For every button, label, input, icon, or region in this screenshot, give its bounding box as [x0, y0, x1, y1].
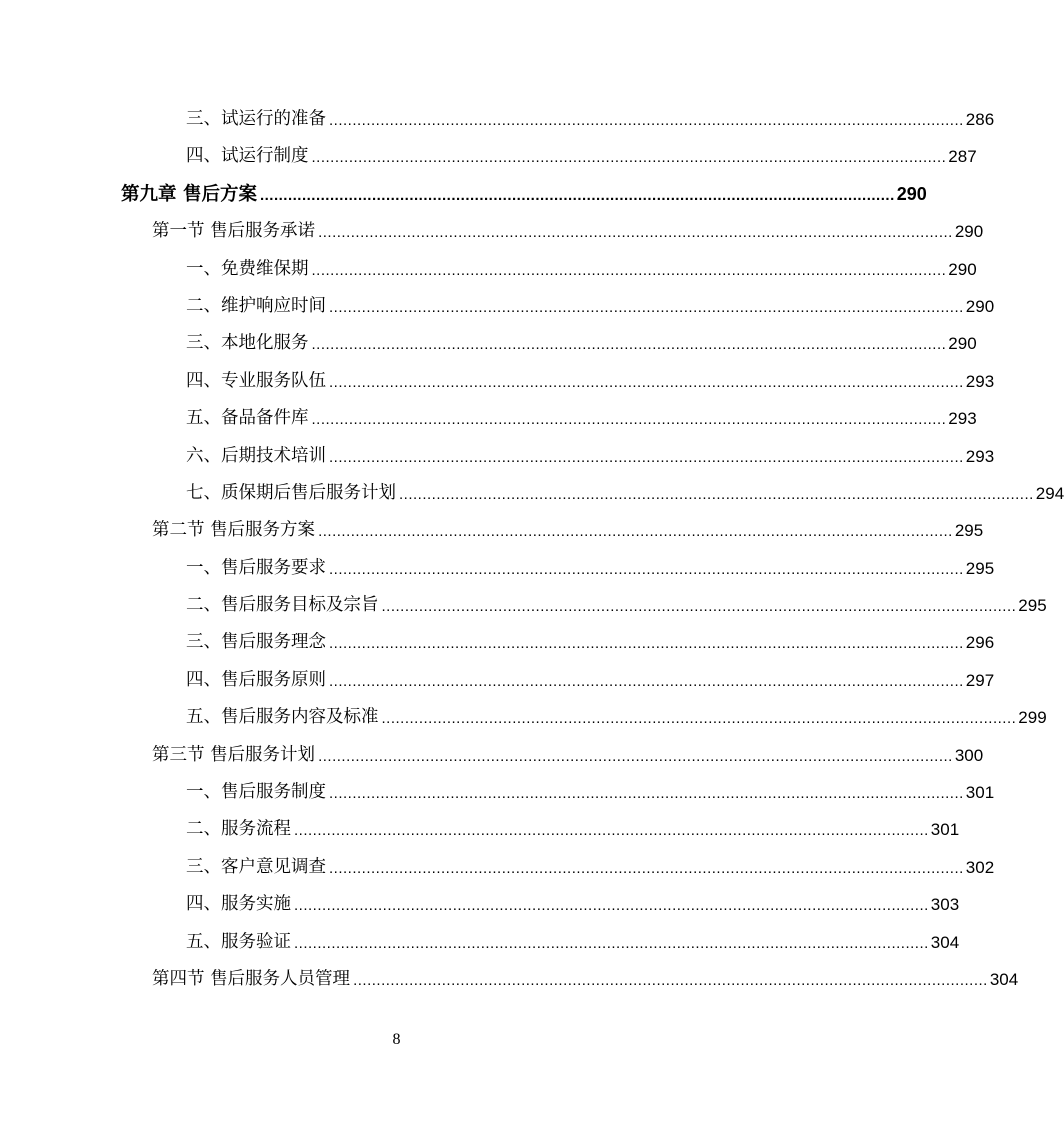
toc-entry[interactable] — [0, 475, 1064, 512]
toc-leader-dots: ........................................................................................................................................ — [329, 298, 964, 316]
toc-leader-dots: ........................................................................................................................................ — [329, 112, 964, 129]
toc-section-entry[interactable] — [0, 213, 984, 250]
toc-entry-page: 293 — [965, 371, 995, 391]
toc-entry-page: 296 — [965, 633, 995, 653]
toc-entry-page: 297 — [965, 670, 995, 690]
toc-entry-page: 286 — [965, 110, 995, 129]
toc-entry-label: 六、后期技术培训 — [186, 445, 326, 466]
toc-entry[interactable] — [0, 587, 1047, 624]
toc-entry-label: 第二节 售后服务方案 — [152, 520, 316, 541]
toc-entry-label: 五、备品备件库 — [186, 408, 309, 429]
toc-entry[interactable] — [0, 774, 995, 811]
toc-entry-label: 三、本地化服务 — [186, 333, 309, 354]
toc-entry-label: 第三节 售后服务计划 — [152, 744, 316, 765]
toc-entry-label: 一、售后服务制度 — [186, 782, 326, 803]
toc-entry-page: 290 — [965, 296, 995, 316]
toc-entry[interactable] — [0, 550, 995, 587]
toc-entry-label: 四、服务实施 — [186, 894, 291, 915]
toc-leader-dots: ........................................................................................................................................ — [294, 897, 929, 915]
toc-entry-page: 304 — [989, 969, 1019, 989]
toc-entry[interactable] — [0, 101, 995, 138]
toc-entry-page: 295 — [954, 521, 984, 541]
toc-leader-dots: ........................................................................................................................................ — [318, 224, 953, 242]
toc-leader-dots: ........................................................................................................................................ — [311, 261, 947, 279]
toc-entry-label: 第四节 售后服务人员管理 — [152, 968, 351, 989]
toc-entry-page: 287 — [948, 147, 977, 167]
toc-chapter-entry[interactable] — [0, 176, 927, 213]
toc-entry[interactable] — [0, 624, 995, 661]
toc-entry-page: 290 — [896, 183, 927, 204]
toc-entry-label: 五、服务验证 — [186, 931, 291, 952]
toc-entry[interactable] — [0, 325, 977, 362]
toc-entry-label: 二、售后服务目标及宗旨 — [186, 595, 379, 616]
toc-entry-label: 二、维护响应时间 — [186, 295, 326, 316]
toc-leader-dots: ........................................................................................................................................ — [329, 373, 964, 391]
toc-entry[interactable] — [0, 924, 960, 961]
toc-entry-label: 第一节 售后服务承诺 — [152, 221, 316, 242]
toc-entry[interactable] — [0, 438, 995, 475]
toc-leader-dots: ........................................................................................................................................ — [353, 971, 988, 989]
toc-leader-dots: ........................................................................................................................................ — [329, 635, 964, 653]
page-number: 8 — [392, 1031, 401, 1048]
toc-entry-page: 293 — [948, 409, 977, 429]
toc-leader-dots: ........................................................................................................................................ — [399, 485, 1034, 503]
toc-section-entry[interactable] — [0, 737, 984, 774]
toc-leader-dots: ........................................................................................................................................ — [329, 560, 964, 578]
toc-leader-dots: ........................................................................................................................................ — [259, 186, 895, 204]
toc-entry[interactable] — [0, 251, 977, 288]
toc-entry-label: 二、服务流程 — [186, 819, 291, 840]
toc-section-entry[interactable] — [0, 961, 1019, 998]
toc-entry-label: 七、质保期后售后服务计划 — [186, 482, 396, 503]
toc-entry[interactable] — [0, 400, 977, 437]
toc-entry-page: 290 — [948, 334, 977, 354]
toc-section-entry[interactable] — [0, 512, 984, 549]
toc-leader-dots: ........................................................................................................................................ — [311, 411, 947, 429]
toc-leader-dots: ........................................................................................................................................ — [381, 710, 1017, 728]
toc-entry-label: 四、专业服务队伍 — [186, 370, 326, 391]
toc-entry-label: 一、售后服务要求 — [186, 557, 326, 578]
toc-entry[interactable] — [0, 288, 995, 325]
toc-entry-label: 三、试运行的准备 — [186, 109, 326, 129]
toc-entry-label: 一、免费维保期 — [186, 258, 309, 279]
toc-entry[interactable] — [0, 886, 960, 923]
table-of-contents — [0, 101, 1064, 998]
toc-leader-dots: ........................................................................................................................................ — [381, 598, 1017, 616]
toc-entry[interactable] — [0, 363, 995, 400]
toc-entry-label: 四、售后服务原则 — [186, 669, 326, 690]
toc-leader-dots: ........................................................................................................................................ — [311, 336, 947, 354]
toc-leader-dots: ........................................................................................................................................ — [329, 672, 964, 690]
toc-leader-dots: ........................................................................................................................................ — [318, 747, 953, 765]
toc-entry-label: 第九章 售后方案 — [121, 183, 257, 205]
toc-entry-label: 三、售后服务理念 — [186, 632, 326, 653]
toc-entry-label: 三、客户意见调查 — [186, 856, 326, 877]
toc-entry-page: 301 — [930, 820, 960, 840]
toc-entry-page: 294 — [1035, 483, 1064, 503]
toc-entry-page: 290 — [954, 222, 984, 242]
toc-entry-page: 302 — [965, 857, 995, 877]
toc-leader-dots: ........................................................................................................................................ — [329, 448, 964, 466]
toc-entry-page: 304 — [930, 932, 960, 952]
toc-entry[interactable] — [0, 662, 995, 699]
toc-leader-dots: ........................................................................................................................................ — [329, 859, 964, 877]
toc-entry-label: 四、试运行制度 — [186, 146, 309, 167]
toc-entry-page: 290 — [948, 259, 977, 279]
toc-leader-dots: ........................................................................................................................................ — [294, 934, 929, 952]
toc-entry-page: 299 — [1018, 708, 1047, 728]
toc-entry-page: 295 — [965, 558, 995, 578]
toc-leader-dots: ........................................................................................................................................ — [329, 785, 964, 803]
toc-entry-page: 295 — [1018, 596, 1047, 616]
toc-entry-page: 303 — [930, 895, 960, 915]
toc-entry[interactable] — [0, 138, 977, 175]
toc-entry[interactable] — [0, 699, 1047, 736]
toc-entry-label: 五、售后服务内容及标准 — [186, 707, 379, 728]
toc-entry-page: 301 — [965, 783, 995, 803]
toc-entry-page: 293 — [965, 446, 995, 466]
toc-entry[interactable] — [0, 811, 960, 848]
toc-entry-page: 300 — [954, 745, 984, 765]
toc-leader-dots: ........................................................................................................................................ — [294, 822, 929, 840]
toc-entry[interactable] — [0, 849, 995, 886]
toc-leader-dots: ........................................................................................................................................ — [311, 149, 947, 167]
toc-leader-dots: ........................................................................................................................................ — [318, 523, 953, 541]
